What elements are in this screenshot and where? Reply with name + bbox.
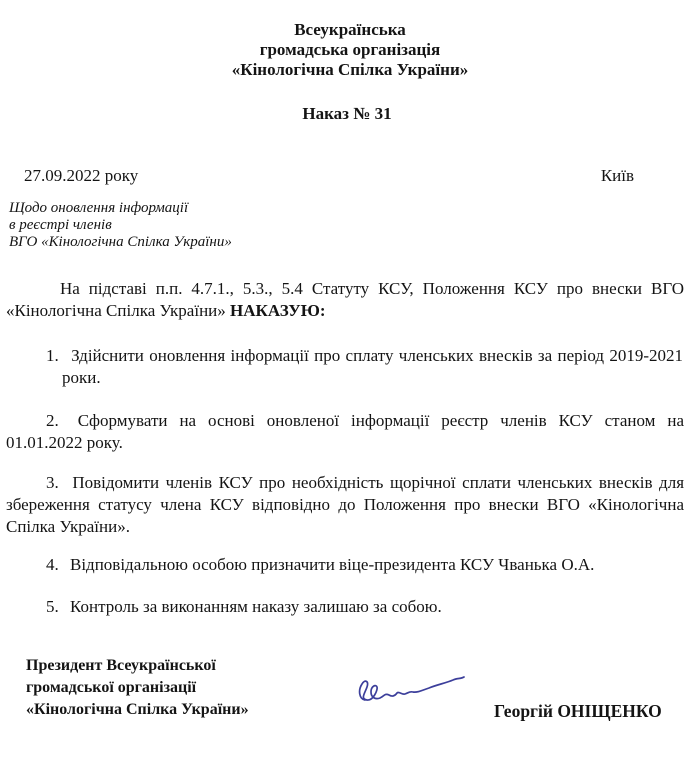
subject-block bbox=[9, 200, 580, 251]
date-city-row bbox=[24, 165, 634, 187]
item-text: Повідомити членів КСУ про необхідність щорічної сплати членських внесків для збереження статусу члена КСУ відповідно до Положення про внески ВГО «Кінологічна Спілка України». bbox=[6, 473, 685, 536]
subject-line-3: ВГО «Кінологічна Спілка України» bbox=[9, 234, 232, 250]
item-number: 2. bbox=[46, 411, 59, 430]
item-text: Контроль за виконанням наказу залишаю за собою. bbox=[70, 597, 442, 616]
org-name-header bbox=[0, 20, 700, 80]
basis-paragraph bbox=[6, 278, 684, 322]
order-item-5 bbox=[46, 596, 683, 618]
item-number: 1. bbox=[46, 346, 59, 365]
org-name-line-3: «Кінологічна Спілка України» bbox=[231, 60, 469, 79]
document-date: 27.09.2022 року bbox=[24, 166, 139, 185]
item-number: 3. bbox=[46, 473, 59, 492]
signature-area bbox=[0, 655, 700, 745]
document-city: Київ bbox=[600, 166, 634, 185]
order-item-2 bbox=[6, 410, 684, 454]
item-text: Здійснити оновлення інформації про сплату членських внесків за період 2019-2021 роки. bbox=[62, 346, 684, 387]
order-item-1 bbox=[46, 345, 684, 389]
signatory-name: Георгій ОНІЩЕНКО bbox=[494, 701, 662, 721]
basis-text: На підставі п.п. 4.7.1., 5.3., 5.4 Статуту КСУ, Положення КСУ про внески ВГО «Кінологічна Спілка України» bbox=[6, 279, 684, 320]
signatory-title bbox=[26, 655, 249, 721]
signatory-title-line-3: «Кінологічна Спілка України» bbox=[26, 701, 249, 718]
order-title: Наказ № 31 bbox=[302, 104, 392, 123]
signatory-title-line-2: громадської організації bbox=[26, 679, 197, 696]
signatory-title-line-1: Президент Всеукраїнської bbox=[26, 657, 216, 674]
order-item-3 bbox=[6, 472, 684, 538]
subject-line-1: Щодо оновлення інформації bbox=[9, 200, 189, 216]
item-text: Сформувати на основі оновленої інформації реєстр членів КСУ станом на 01.01.2022 року. bbox=[6, 411, 684, 452]
subject-line-2: в реєстрі членів bbox=[9, 217, 112, 233]
decree-word: НАКАЗУЮ: bbox=[230, 301, 326, 320]
org-name-line-1: Всеукраїнська bbox=[294, 20, 406, 39]
item-number: 5. bbox=[46, 597, 59, 616]
item-number: 4. bbox=[46, 555, 59, 574]
org-name-line-2: громадська організація bbox=[259, 40, 441, 59]
handwritten-signature-icon bbox=[350, 671, 470, 709]
item-text: Відповідальною особою призначити віце-президента КСУ Чванька О.А. bbox=[70, 555, 595, 574]
order-item-4 bbox=[46, 554, 683, 576]
